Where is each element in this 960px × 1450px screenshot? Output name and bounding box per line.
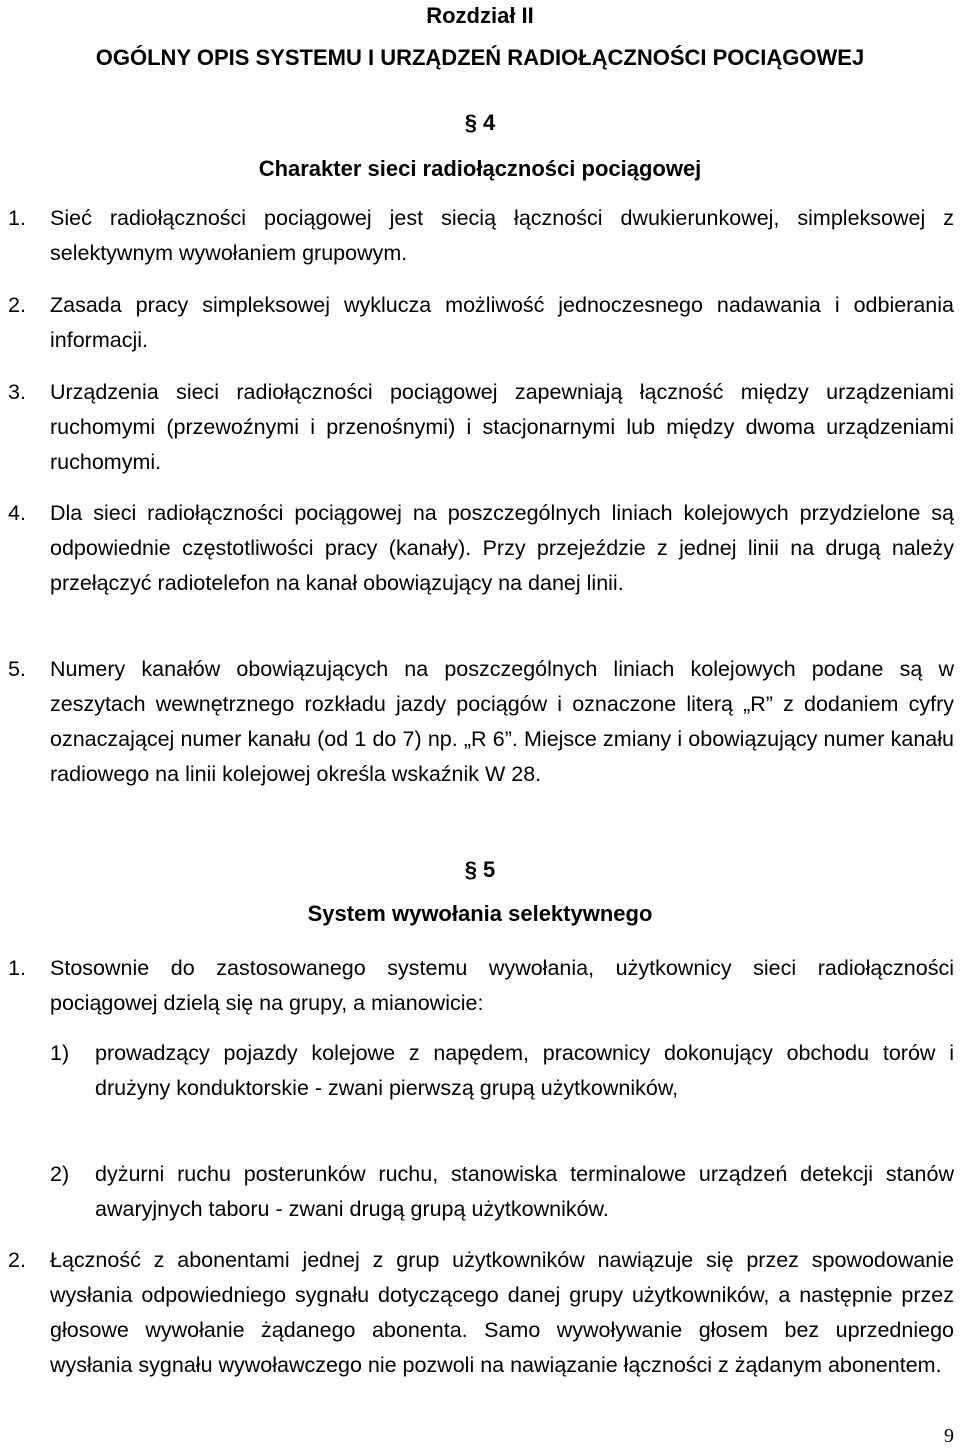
section-4-item-4 <box>8 496 954 601</box>
section-4-item-2 <box>8 288 954 358</box>
item-text: Numery kanałów obowiązujących na poszczególnych liniach kolejowych podane są w zeszytach wewnętrznego rozkładu jazdy pociągów i oznaczone literą „R” z dodaniem cyfry oznaczającej numer kanału (od 1 do 7) np. „R 6”. Miejsce zmiany i obowiązujący numer kanału radiowego na linii kolejowej określa wskaźnik W 28. <box>50 657 954 786</box>
section-4-title: Charakter sieci radiołączności pociągowej <box>258 156 702 181</box>
item-number: 5. <box>8 657 26 681</box>
section-5-subitem-1 <box>50 1036 954 1106</box>
item-number: 1. <box>8 206 26 230</box>
item-number: 4. <box>8 501 26 525</box>
section-5-title: System wywołania selektywnego <box>307 901 653 926</box>
section-5-item-2 <box>8 1243 954 1383</box>
item-number: 2. <box>8 1248 26 1272</box>
item-text: Zasada pracy simpleksowej wyklucza możliwość jednoczesnego nadawania i odbierania informacji. <box>50 293 954 352</box>
item-text: Sieć radiołączności pociągowej jest siecią łączności dwukierunkowej, simpleksowej z selektywnym wywołaniem grupowym. <box>50 206 954 265</box>
section-5-number: § 5 <box>464 857 496 882</box>
item-text: Dla sieci radiołączności pociągowej na poszczególnych liniach kolejowych przydzielone są odpowiednie częstotliwości pracy (kanały). Przy przejeździe z jednej linii na drugą należy przełączyć radiotelefon na kanał obowiązujący na danej linii. <box>50 501 954 595</box>
section-4-number: § 4 <box>464 110 496 135</box>
subitem-text: dyżurni ruchu posterunków ruchu, stanowiska terminalowe urządzeń detekcji stanów awaryjnych taboru - zwani drugą grupą użytkowników. <box>95 1162 954 1221</box>
item-text: Urządzenia sieci radiołączności pociągowej zapewniają łączność między urządzeniami ruchomymi (przewoźnymi i przenośnymi) i stacjonarnymi lub między dwoma urządzeniami ruchomymi. <box>50 380 954 474</box>
item-number: 2. <box>8 293 26 317</box>
section-5-item-1 <box>8 951 954 1021</box>
subitem-text: prowadzący pojazdy kolejowe z napędem, pracownicy dokonujący obchodu torów i drużyny konduktorskie - zwani pierwszą grupą użytkowników, <box>95 1041 954 1100</box>
item-text: Łączność z abonentami jednej z grup użytkowników nawiązuje się przez spowodowanie wysłania odpowiedniego sygnału dotyczącego danej grupy użytkowników, a następnie przez głosowe wywołanie żądanego abonenta. Samo wywoływanie głosem bez uprzedniego wysłania sygnału wywoławczego nie pozwoli na nawiązanie łączności z żądanym abonentem. <box>50 1248 954 1377</box>
subitem-number: 2) <box>50 1162 70 1186</box>
item-text: Stosownie do zastosowanego systemu wywołania, użytkownicy sieci radiołączności pociągowej dzielą się na grupy, a mianowicie: <box>50 956 954 1015</box>
subitem-number: 1) <box>50 1041 70 1065</box>
section-4-item-3 <box>8 375 954 480</box>
section-4-item-5 <box>8 652 954 792</box>
section-4-item-1 <box>8 201 954 271</box>
page-number: 9 <box>944 1425 954 1447</box>
chapter-subtitle: OGÓLNY OPIS SYSTEMU I URZĄDZEŃ RADIOŁĄCZNOŚCI POCIĄGOWEJ <box>95 45 865 70</box>
section-5-subitem-2 <box>50 1157 954 1227</box>
chapter-title: Rozdział II <box>426 3 534 28</box>
item-number: 1. <box>8 956 26 980</box>
item-number: 3. <box>8 380 26 404</box>
